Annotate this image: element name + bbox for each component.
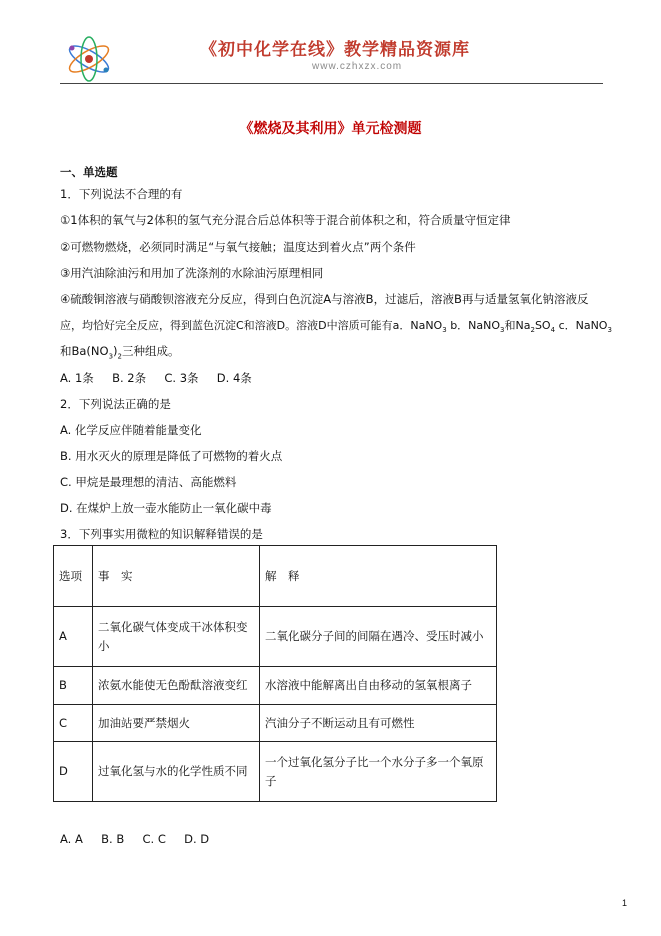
table-cell: D bbox=[54, 742, 93, 802]
page-number: 1 bbox=[622, 898, 628, 908]
question-1-statement-1: ①1体积的氧气与2体积的氢气充分混合后总体积等于混合前体积之和，符合质量守恒定律 bbox=[60, 213, 511, 227]
question-1-statement-4-continued: 应，均恰好完全反应，得到蓝色沉淀C和溶液D。溶液D中溶质可能有a．NaNO$_3$ b．NaNO$_3$和$Na_2SO_4$ c．NaNO$_3$ bbox=[60, 319, 612, 335]
table-header-cell: 事 实 bbox=[93, 546, 260, 607]
table-row bbox=[54, 607, 497, 667]
table-cell: 加油站要严禁烟火 bbox=[93, 705, 260, 742]
question-3-stem: 3．下列事实用微粒的知识解释错误的是 bbox=[60, 527, 263, 541]
table-cell: A bbox=[54, 607, 93, 667]
question-1-statement-2: ②可燃物燃烧，必须同时满足“与氧气接触；温度达到着火点”两个条件 bbox=[60, 240, 416, 254]
atom-logo-icon bbox=[64, 34, 114, 84]
header-title: 《初中化学在线》教学精品资源库 bbox=[200, 40, 470, 60]
question-3-table bbox=[53, 545, 497, 802]
question-3-options: A. A B. B C. C D. D bbox=[60, 832, 210, 846]
question-1-stem: 1．下列说法不合理的有 bbox=[60, 187, 183, 201]
document-title: 《燃烧及其利用》单元检测题 bbox=[239, 121, 422, 137]
table-cell: 水溶液中能解离出自由移动的氢氧根离子 bbox=[260, 667, 497, 705]
question-2-stem: 2．下列说法正确的是 bbox=[60, 397, 171, 411]
question-1-statement-3: ③用汽油除油污和用加了洗涤剂的水除油污原理相同 bbox=[60, 266, 324, 280]
table-cell: 过氧化氢与水的化学性质不同 bbox=[93, 742, 260, 802]
table-cell: 二氧化碳分子间的间隔在遇冷、受压时减小 bbox=[260, 607, 497, 667]
question-1-statement-4: ④硫酸铜溶液与硝酸钡溶液充分反应，得到白色沉淀A与溶液B，过滤后，溶液B再与适量氢氧化钠溶液反 bbox=[60, 292, 589, 306]
question-2-option-b: B. 用水灭火的原理是降低了可燃物的着火点 bbox=[60, 449, 283, 463]
table-cell: B bbox=[54, 667, 93, 705]
table-cell: 汽油分子不断运动且有可燃性 bbox=[260, 705, 497, 742]
table-row bbox=[54, 705, 497, 742]
table-header-cell: 选项 bbox=[54, 546, 93, 607]
section-heading: 一、单选题 bbox=[60, 165, 118, 179]
table-cell: C bbox=[54, 705, 93, 742]
question-2-option-d: D. 在煤炉上放一壶水能防止一氧化碳中毒 bbox=[60, 501, 272, 515]
table-row bbox=[54, 667, 497, 705]
question-2-option-a: A. 化学反应伴随着能量变化 bbox=[60, 423, 202, 437]
question-1-statement-4-end: 和$Ba(NO_3)_2$三种组成。 bbox=[60, 344, 180, 361]
question-1-options: A. 1条 B. 2条 C. 3条 D. 4条 bbox=[60, 371, 252, 385]
header-divider bbox=[60, 83, 603, 84]
header-url[interactable]: www.czhxzx.com bbox=[312, 61, 403, 72]
question-2-option-c: C. 甲烷是最理想的清洁、高能燃料 bbox=[60, 475, 237, 489]
table-header-row bbox=[54, 546, 497, 607]
table-cell: 二氧化碳气体变成干冰体积变小 bbox=[93, 607, 260, 667]
table-cell: 浓氨水能使无色酚酞溶液变红 bbox=[93, 667, 260, 705]
table-header-cell: 解 释 bbox=[260, 546, 497, 607]
table-row bbox=[54, 742, 497, 802]
table-cell: 一个过氧化氢分子比一个水分子多一个氧原子 bbox=[260, 742, 497, 802]
